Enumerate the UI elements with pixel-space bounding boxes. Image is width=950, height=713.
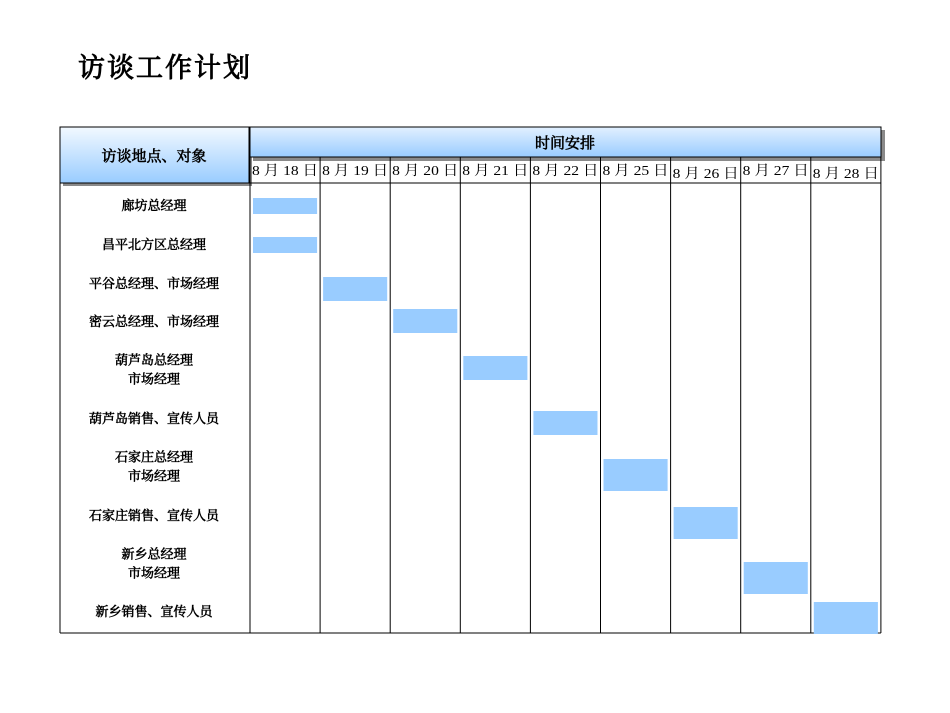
row-label: 新乡总经理 xyxy=(121,547,187,563)
page-title: 访谈工作计划 xyxy=(78,53,252,84)
row-label: 石家庄销售、宣传人员 xyxy=(88,509,220,524)
row-label: 廊坊总经理 xyxy=(121,199,187,214)
day-label: 8 月 28 日 xyxy=(812,167,873,182)
day-label: 8 月 19 日 xyxy=(322,164,382,179)
task-bar xyxy=(463,356,527,380)
row-label: 市场经理 xyxy=(127,469,181,485)
task-bar xyxy=(253,237,317,253)
row-label: 平谷总经理、市场经理 xyxy=(88,277,220,292)
day-label: 8 月 22 日 xyxy=(532,164,592,179)
task-bar xyxy=(604,459,668,491)
task-bar xyxy=(814,602,878,634)
day-labels xyxy=(252,163,879,182)
day-label: 8 月 26 日 xyxy=(672,167,733,182)
task-bar xyxy=(393,309,457,333)
task-bar xyxy=(533,411,597,435)
row-label: 密云总经理、市场经理 xyxy=(88,315,220,330)
time-header-label: 时间安排 xyxy=(534,134,596,152)
task-bars xyxy=(253,198,878,634)
row-label: 市场经理 xyxy=(127,566,181,582)
day-label: 8 月 20 日 xyxy=(392,164,452,179)
row-label: 石家庄总经理 xyxy=(114,450,194,466)
row-label: 葫芦岛销售、宣传人员 xyxy=(88,412,220,427)
row-label: 新乡销售、宣传人员 xyxy=(95,605,213,620)
task-bar xyxy=(744,562,808,594)
row-label: 葫芦岛总经理 xyxy=(114,353,194,369)
row-header-label: 访谈地点、对象 xyxy=(101,147,207,165)
task-bar xyxy=(323,277,387,301)
day-label: 8 月 25 日 xyxy=(602,164,662,179)
day-label: 8 月 21 日 xyxy=(462,164,522,179)
task-bar xyxy=(674,507,738,539)
task-bar xyxy=(253,198,317,214)
day-label: 8 月 27 日 xyxy=(742,164,803,179)
day-label: 8 月 18 日 xyxy=(252,164,312,179)
row-label: 市场经理 xyxy=(127,372,181,388)
row-label: 昌平北方区总经理 xyxy=(101,238,207,253)
row-labels xyxy=(89,198,220,620)
